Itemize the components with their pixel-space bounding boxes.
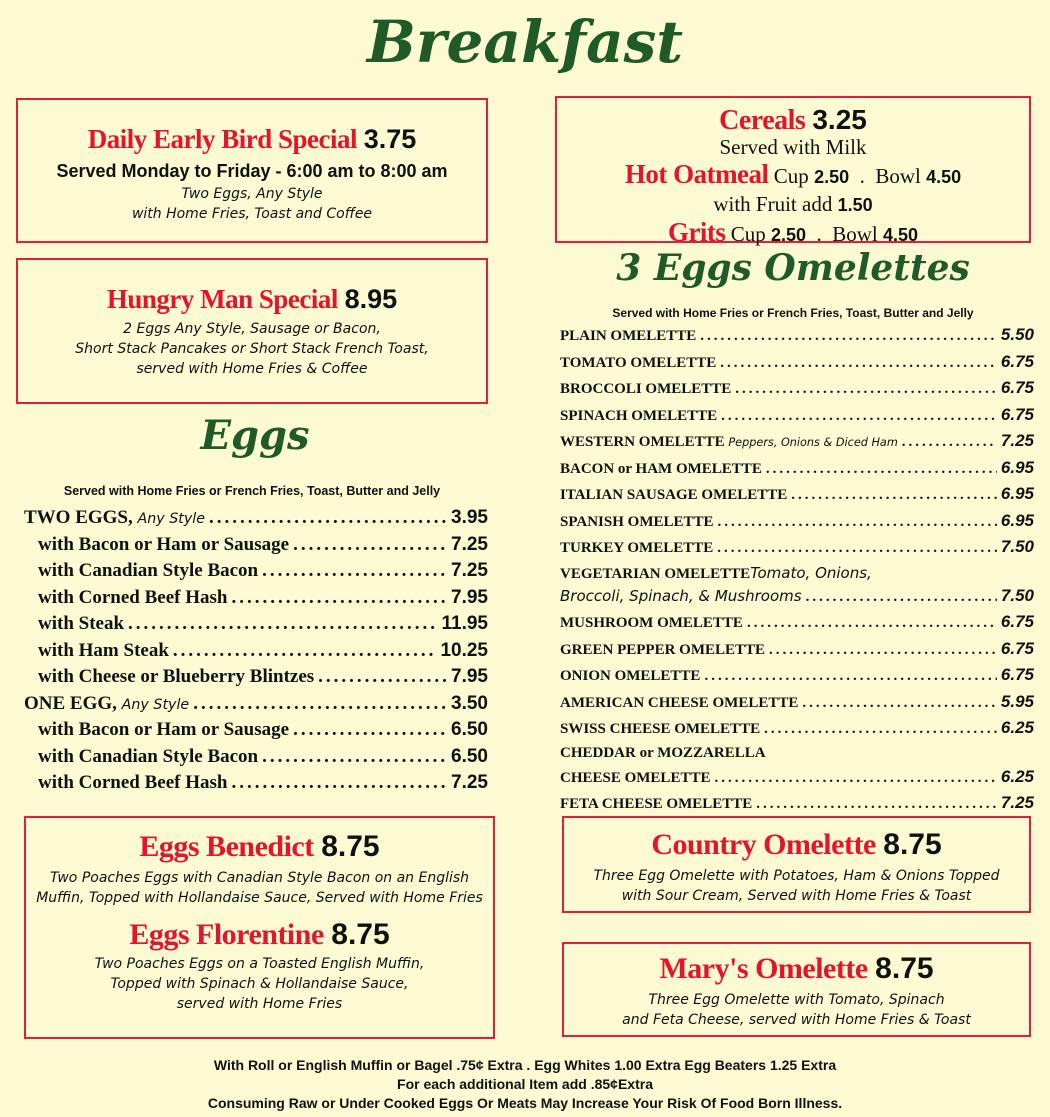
dot-leader — [806, 589, 997, 606]
menu-item — [24, 772, 488, 799]
item-name: VEGETARIAN OMELETTE — [560, 565, 751, 582]
item-name: with Steak — [38, 613, 125, 634]
dot-leader — [293, 534, 447, 556]
item-name: with Bacon or Ham or Sausage — [38, 533, 290, 555]
dot-leader — [714, 770, 996, 787]
menu-item — [24, 746, 488, 773]
hungry-man-desc: served with Home Fries & Coffee — [136, 361, 368, 377]
early-bird-name: Daily Early Bird Special — [87, 124, 357, 154]
early-bird-desc: Two Eggs, Any Style — [181, 186, 323, 202]
eggs-title: Eggs — [200, 412, 310, 459]
item-name: ONE EGG, — [24, 692, 117, 714]
item-price: 7.25 — [1000, 431, 1034, 450]
item-price: 7.25 — [451, 533, 488, 555]
item-name: WESTERN OMELETTE — [560, 434, 725, 450]
item-name: with Corned Beef Hash — [38, 772, 228, 793]
cup-label: Cup — [773, 164, 809, 188]
item-price: 6.25 — [1000, 718, 1034, 737]
early-bird-price: 3.75 — [363, 124, 417, 154]
fruit-label: with Fruit add — [713, 192, 833, 216]
dot-leader — [262, 746, 447, 768]
florentine-desc: Two Poaches Eggs on a Toasted English Muffin, — [94, 956, 425, 972]
grits-bowl-price: 4.50 — [883, 225, 919, 245]
omelettes-subtitle: Served with Home Fries or French Fries, Toast, Butter and Jelly — [612, 306, 974, 320]
benedict-florentine-box — [24, 816, 495, 1039]
menu-item — [560, 458, 1034, 485]
item-price: 6.95 — [1000, 457, 1034, 477]
menu-item — [24, 613, 488, 640]
menu-item — [24, 719, 488, 746]
item-price: 3.50 — [451, 692, 488, 714]
item-price: 7.50 — [1000, 537, 1034, 556]
item-price: 3.95 — [451, 507, 488, 528]
country-name: Country Omelette — [651, 828, 876, 861]
item-name-cont: Broccoli, Spinach, & Mushrooms — [560, 586, 802, 605]
cereals-box: Cereals 3.25 Served with Milk Hot Oatmeal Cup 2.50 . Bowl 4.50 with Fruit add 1.50 Grits Cup 2.50 . Bowl 4.50 — [555, 96, 1031, 243]
dot-leader — [718, 514, 997, 531]
eggs-list — [24, 507, 488, 799]
item-name: BROCCOLI OMELETTE — [560, 381, 732, 397]
footer-warning: Consuming Raw or Under Cooked Eggs Or Meats May Increase Your Risk Of Food Born Illness. — [207, 1095, 843, 1111]
menu-item — [560, 767, 1034, 794]
item-price: 7.50 — [1000, 585, 1034, 605]
dot-leader — [721, 408, 997, 425]
menu-item — [560, 692, 1034, 719]
menu-item — [560, 665, 1034, 692]
item-name: BACON or HAM OMELETTE — [560, 460, 762, 477]
benedict-desc: Muffin, Topped with Hollandaise Sauce, Served with Home Fries — [36, 890, 483, 906]
item-price: 5.50 — [1000, 325, 1034, 344]
dot-leader — [747, 615, 997, 632]
cup-label: Cup — [730, 222, 766, 246]
item-name: with Canadian Style Bacon — [38, 560, 259, 581]
marys-desc: Three Egg Omelette with Tomato, Spinach — [648, 992, 945, 1008]
menu-item — [560, 378, 1034, 405]
marys-price: 8.75 — [875, 952, 934, 985]
item-name: with Cheese or Blueberry Blintzes — [38, 666, 315, 687]
item-price: 6.95 — [1000, 510, 1034, 530]
dot-leader — [231, 587, 447, 609]
item-price: 5.95 — [1000, 691, 1034, 711]
item-name: ITALIAN SAUSAGE OMELETTE — [560, 487, 788, 503]
hungry-man-desc: Short Stack Pancakes or Short Stack French Toast, — [75, 341, 429, 357]
grits-cup-price: 2.50 — [770, 225, 806, 245]
menu-item — [560, 537, 1034, 564]
item-name: CHEDDAR or MOZZARELLA — [560, 744, 766, 761]
menu-item — [24, 666, 488, 693]
item-name: TURKEY OMELETTE — [560, 540, 714, 556]
item-price: 6.75 — [1000, 638, 1034, 658]
dot-leader — [262, 560, 447, 582]
menu-item — [560, 586, 1034, 613]
country-omelette-box — [562, 816, 1031, 913]
menu-item-line — [560, 745, 1034, 767]
item-name: SWISS CHEESE OMELETTE — [560, 721, 761, 737]
cereals-price: 3.25 — [812, 104, 867, 135]
item-note: Any Style — [137, 511, 206, 527]
item-name: PLAIN OMELETTE — [560, 328, 697, 344]
item-price: 11.95 — [441, 613, 488, 634]
menu-item — [24, 560, 488, 587]
menu-item — [560, 612, 1034, 639]
item-name: with Bacon or Ham or Sausage — [38, 719, 290, 740]
omelettes-list — [560, 325, 1034, 820]
menu-item — [24, 640, 488, 667]
dot-leader — [717, 540, 997, 557]
item-name: SPINACH OMELETTE — [560, 407, 718, 424]
dot-leader — [756, 796, 997, 813]
item-name: with Ham Steak — [38, 639, 169, 661]
menu-item — [24, 693, 488, 720]
item-price: 7.95 — [451, 666, 488, 687]
menu-item-line — [560, 564, 1034, 586]
florentine-name: Eggs Florentine — [129, 918, 324, 951]
item-price: 7.95 — [451, 586, 488, 608]
item-price: 10.25 — [440, 639, 488, 661]
oatmeal-bowl-price: 4.50 — [926, 167, 962, 187]
country-desc: Three Egg Omelette with Potatoes, Ham & Onions Topped — [593, 868, 1000, 884]
dot-leader — [720, 355, 997, 372]
item-price: 7.25 — [1000, 793, 1034, 812]
item-name: ONION OMELETTE — [560, 668, 701, 684]
menu-item — [560, 484, 1034, 511]
early-bird-desc: with Home Fries, Toast and Coffee — [131, 206, 373, 222]
item-name-cont: CHEESE OMELETTE — [560, 769, 711, 786]
dot-leader — [173, 640, 437, 662]
early-bird-box — [16, 98, 488, 243]
florentine-desc: Topped with Spinach & Hollandaise Sauce, — [110, 976, 409, 992]
cereals-name: Cereals — [719, 105, 806, 136]
menu-item — [24, 587, 488, 614]
hungry-man-desc: 2 Eggs Any Style, Sausage or Bacon, — [123, 321, 381, 337]
dot-leader — [766, 461, 997, 478]
item-note: Peppers, Onions & Diced Ham — [728, 436, 898, 449]
hungry-man-box — [16, 258, 488, 404]
dot-leader — [735, 381, 997, 398]
dot-leader — [704, 668, 996, 685]
menu-item — [560, 431, 1034, 458]
menu-item — [24, 534, 488, 561]
fruit-price: 1.50 — [837, 195, 873, 215]
cereals-note: Served with Milk — [719, 135, 867, 159]
dot-leader — [293, 719, 447, 741]
marys-omelette-box — [562, 942, 1031, 1037]
item-price: 7.25 — [451, 560, 488, 581]
early-bird-hours: Served Monday to Friday - 6:00 am to 8:00 am — [56, 161, 448, 181]
menu-item — [560, 405, 1034, 432]
country-desc: with Sour Cream, Served with Home Fries & Toast — [621, 888, 972, 904]
item-name: MUSHROOM OMELETTE — [560, 615, 743, 631]
bowl-label: Bowl — [832, 222, 878, 246]
item-price: 6.75 — [1000, 665, 1034, 684]
dot-leader — [128, 613, 437, 635]
hungry-man-name: Hungry Man Special — [106, 284, 338, 314]
item-price: 6.25 — [1000, 766, 1034, 786]
item-price: 6.50 — [451, 745, 488, 767]
dot-leader — [791, 487, 997, 504]
oatmeal-cup-price: 2.50 — [814, 167, 850, 187]
item-name: TOMATO OMELETTE — [560, 354, 717, 371]
bowl-label: Bowl — [875, 164, 921, 188]
marys-name: Mary's Omelette — [659, 952, 868, 985]
item-name: GREEN PEPPER OMELETTE — [560, 641, 766, 658]
dot-leader — [193, 693, 447, 715]
menu-item — [560, 511, 1034, 538]
florentine-desc: served with Home Fries — [176, 996, 343, 1012]
country-price: 8.75 — [883, 828, 942, 861]
oatmeal-name: Hot Oatmeal — [624, 159, 769, 189]
item-price: 6.75 — [1000, 351, 1034, 371]
hungry-man-price: 8.95 — [344, 284, 398, 314]
menu-item — [560, 639, 1034, 666]
benedict-desc: Two Poaches Eggs with Canadian Style Bacon on an English — [49, 870, 470, 886]
dot-leader — [764, 721, 997, 738]
item-price: 7.25 — [451, 772, 488, 793]
menu-title: Breakfast — [366, 8, 684, 76]
item-price: 6.75 — [1000, 612, 1034, 631]
item-name: with Canadian Style Bacon — [38, 745, 259, 767]
item-name: with Corned Beef Hash — [38, 586, 228, 608]
item-note: Tomato, Onions, — [750, 563, 872, 582]
item-price: 6.75 — [1000, 404, 1034, 424]
item-name: TWO EGGS, — [24, 507, 133, 528]
dot-leader — [902, 434, 997, 451]
marys-desc: and Feta Cheese, served with Home Fries & Toast — [622, 1012, 971, 1028]
omelettes-title: 3 Eggs Omelettes — [616, 247, 970, 289]
item-price: 6.50 — [451, 719, 488, 740]
benedict-name: Eggs Benedict — [139, 830, 314, 863]
grits-name: Grits — [667, 217, 726, 247]
dot-leader — [318, 666, 447, 688]
footer-additional: For each additional Item add .85¢Extra — [397, 1076, 653, 1092]
menu-item — [560, 325, 1034, 352]
item-price: 6.95 — [1000, 484, 1034, 503]
dot-leader — [209, 507, 447, 529]
item-note: Any Style — [121, 696, 190, 713]
item-price: 6.75 — [1000, 378, 1034, 397]
item-name: FETA CHEESE OMELETTE — [560, 796, 753, 812]
menu-item — [560, 352, 1034, 379]
menu-item — [560, 718, 1034, 745]
footer-extras: With Roll or English Muffin or Bagel .75¢ Extra . Egg Whites 1.00 Extra Egg Beaters 1.25 Extra — [213, 1057, 837, 1073]
dot-leader — [700, 328, 997, 345]
florentine-price: 8.75 — [331, 918, 390, 951]
dot-leader — [231, 772, 447, 794]
eggs-subtitle: Served with Home Fries or French Fries, Toast, Butter and Jelly — [63, 484, 441, 498]
dot-leader — [769, 642, 997, 659]
item-name: AMERICAN CHEESE OMELETTE — [560, 694, 799, 711]
menu-item — [24, 507, 488, 534]
benedict-price: 8.75 — [321, 830, 380, 863]
item-name: SPANISH OMELETTE — [560, 513, 714, 530]
dot-leader — [802, 695, 997, 712]
